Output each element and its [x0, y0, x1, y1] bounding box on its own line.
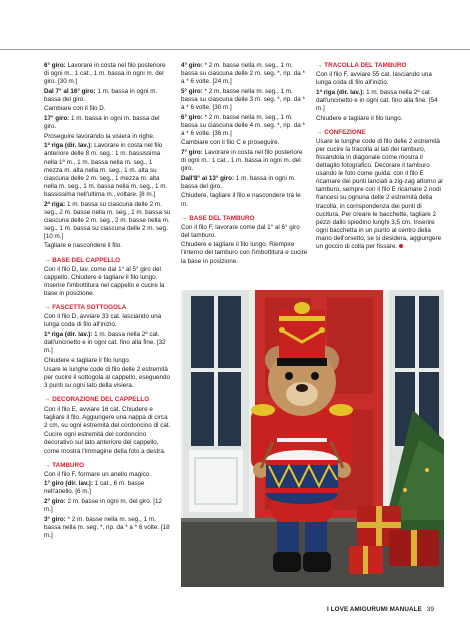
top-rule [0, 49, 470, 50]
paragraph: 1ª riga (dir. lav.): Lavorare in costa nel filo anteriore delle 8 m. seg.: 1 m. bassissima nella 1ª m., 1 m. bassa nella m. seg., 1 mezza m. alta nella m. seg., 1 m. alta su ciascuna delle 2 m. seg., 1 mezza m. alta nella m. seg., 1 m. bassa nella m. seg., 1 m. bassissima nell'ultima m., voltare. [8 m.] [44, 142, 168, 198]
paragraph: Con il filo D, avviare 33 cat. lasciando una lunga coda di filo all'inizio. [44, 313, 162, 329]
paragraph: Con il filo F, lavorare come dal 1° al 6° giro del tamburo. [181, 223, 300, 239]
paragraph: 6° giro: Lavorare in costa nel filo posteriore di ogni m.: 1 cat., 1 m. bassa in ogni m. del giro. [30 m.] [44, 62, 166, 86]
section-heading-tracolla: → TRACOLLA DEL TAMBURO [316, 62, 407, 69]
paragraph: Con il filo D, lav. come dal 1° al 5° giro del cappello. Chiudere e tagliare il filo lungo. Inserire l'imbottitura nel cappello e cucire la base in posizione. [44, 265, 165, 297]
arrow-icon: → [316, 128, 323, 136]
paragraph: 1° giro (dir. lav.): 1 cat., 6 m. basse nell'anello. [6 m.] [44, 480, 145, 496]
paragraph: 5° giro: * 2 m. basse nella m. seg., 1 m. bassa su ciascuna delle 3 m. seg. *, rip. da * a * 6 volte. [30 m.] [181, 87, 305, 111]
paragraph: 3° giro: * 2 m. basse nella m. seg., 1 m. bassa nella m. seg. *, rip. da * a * 6 volte. [18 m.] [44, 515, 170, 539]
arrow-icon: → [316, 62, 323, 69]
arrow-icon: → [44, 304, 51, 312]
column-1 [44, 62, 171, 541]
magazine-name: I LOVE AMIGURUMI MANUALE [327, 606, 422, 613]
section-heading-decorazione: → DECORAZIONE DEL CAPPELLO [44, 396, 150, 404]
paragraph: 1ª riga (dir. lav.): 1 m. bassa nella 2ª cat. dall'uncinetto e in ogni cat. fino alla fine. [32 m.] [44, 330, 166, 354]
arrow-icon: → [44, 256, 51, 264]
paragraph: 17° giro: 1 m. bassa in ogni m. bassa del giro. [44, 115, 160, 131]
paragraph: 6° giro: * 2 m. basse nella m. seg., 1 m. bassa su ciascuna delle 4 m. seg. *, rip. da * a * 6 volte. [36 m.] [181, 113, 305, 137]
arrow-icon: → [44, 396, 51, 404]
paragraph: Tagliare e nascondere il filo. [44, 242, 123, 250]
page-footer [327, 606, 434, 613]
paragraph: Chiudere e tagliare il filo lungo. [316, 114, 403, 122]
paragraph: Cambiare con il filo C e proseguire. [181, 139, 280, 147]
arrow-icon: → [181, 214, 188, 222]
section-heading-base-cappello: → BASE DEL CAPPELLO [44, 256, 121, 264]
paragraph: Chiudere e tagliare il filo lungo. [44, 356, 131, 364]
section-heading-confezione: → CONFEZIONE [316, 128, 366, 136]
section-heading-base-tamburo: → BASE DEL TAMBURO [181, 214, 255, 222]
paragraph: Usare le lunghe code di filo delle 2 estremità per cucire il sottogola al cappello, eseguendo 3 punti su ogni lato della visiera. [44, 366, 171, 390]
paragraph: Dall'8° al 13° giro: 1 m. bassa in ogni m. bassa del giro. [181, 174, 296, 190]
column-3 [316, 62, 444, 253]
paragraph: Cambiare con il filo D. [44, 105, 106, 113]
page-number: 39 [426, 606, 435, 613]
photo-illustration [181, 290, 444, 587]
paragraph: Dal 7° al 16° giro: 1 m. bassa in ogni m. bassa del giro. [44, 87, 158, 103]
paragraph: Con il filo E, avviare 16 cat. Chiudere e tagliare il filo. Aggiungere una nappa di circa 2 cm, su ogni estremità del cordoncino di cat. [44, 405, 171, 429]
paragraph: Con il filo F, avviare 55 cat. lasciando una lunga coda di filo all'inizio. [316, 71, 432, 87]
paragraph: 4° giro: * 2 m. basse nella m. seg., 1 m. bassa su ciascuna delle 2 m. seg. *, rip. da * a * 6 volte. [24 m.] [181, 62, 305, 86]
paragraph: 1ª riga (dir. lav.): 1 m. bassa nella 2ª cat. dall'uncinetto e in ogni cat. fino alla fine. [54 m.] [316, 88, 438, 112]
end-bullet-icon [399, 244, 403, 248]
section-heading-fascetta: → FASCETTA SOTTOGOLA [44, 304, 127, 312]
arrow-icon: → [44, 461, 51, 469]
section-heading-tamburo: → TAMBURO [44, 461, 85, 469]
paragraph: Chiudere e tagliare il filo lungo. Riempire l'interno del tamburo con l'imbottitura e cucire la base in posizione. [181, 241, 308, 265]
column-2 [181, 62, 308, 267]
nutcracker-bear-photo [181, 290, 444, 587]
paragraph: 2ª riga: 1 m. bassa su ciascuna delle 2 m. seg., 2 m. basse nella m. seg., 1 m. bassa su ciascuna delle 2 m. seg., 2 m. basse nella m. seg., 1 m. bassa su ciascuna delle 2 m. seg. [10 m.] [44, 200, 171, 240]
paragraph: Chiudere, tagliare il filo e nascondere tra le m. [181, 192, 301, 208]
paragraph: 7° giro: Lavorare in costa nel filo posteriore di ogni m.: 1 cat., 1 m. bassa in ogni m. del giro. [181, 148, 303, 173]
paragraph: Cucire ogni estremità del cordoncino decorativo sul lato anteriore del cappello, come mostra l'immagine della foto a destra. [44, 431, 166, 455]
paragraph: Con il filo F, formare un anello magico. [44, 470, 152, 478]
paragraph: Proseguire lavorando la visiera in righe. [44, 132, 155, 140]
paragraph: 2° giro: 2 m. basse in ogni m. del giro. [12 m.] [44, 498, 163, 514]
paragraph: Usare le lunghe code di filo delle 2 estremità per cucire la tracolla ai lati del tamburo, fissandola in diagonale come mostra il dettaglio fotografico. Decorare il tamburo usando le foto come guida: con il filo E ricamare dei punti lanciati a zig-zag attorno al tamburo, sempre con il filo E ricamare 2 nodi francesi su ognuna delle 2 estremità della tracolla, in corrispondenza dei punti di cucitura. Per creare le bacchette, tagliare 2 pezzi dallo spiedino lunghi 3,5 cm. Inserire ogni bacchetta in un punto al centro della mano dell'orsetto, se si desidera, aggiungere un goccio di colla per fissare. [316, 137, 443, 250]
